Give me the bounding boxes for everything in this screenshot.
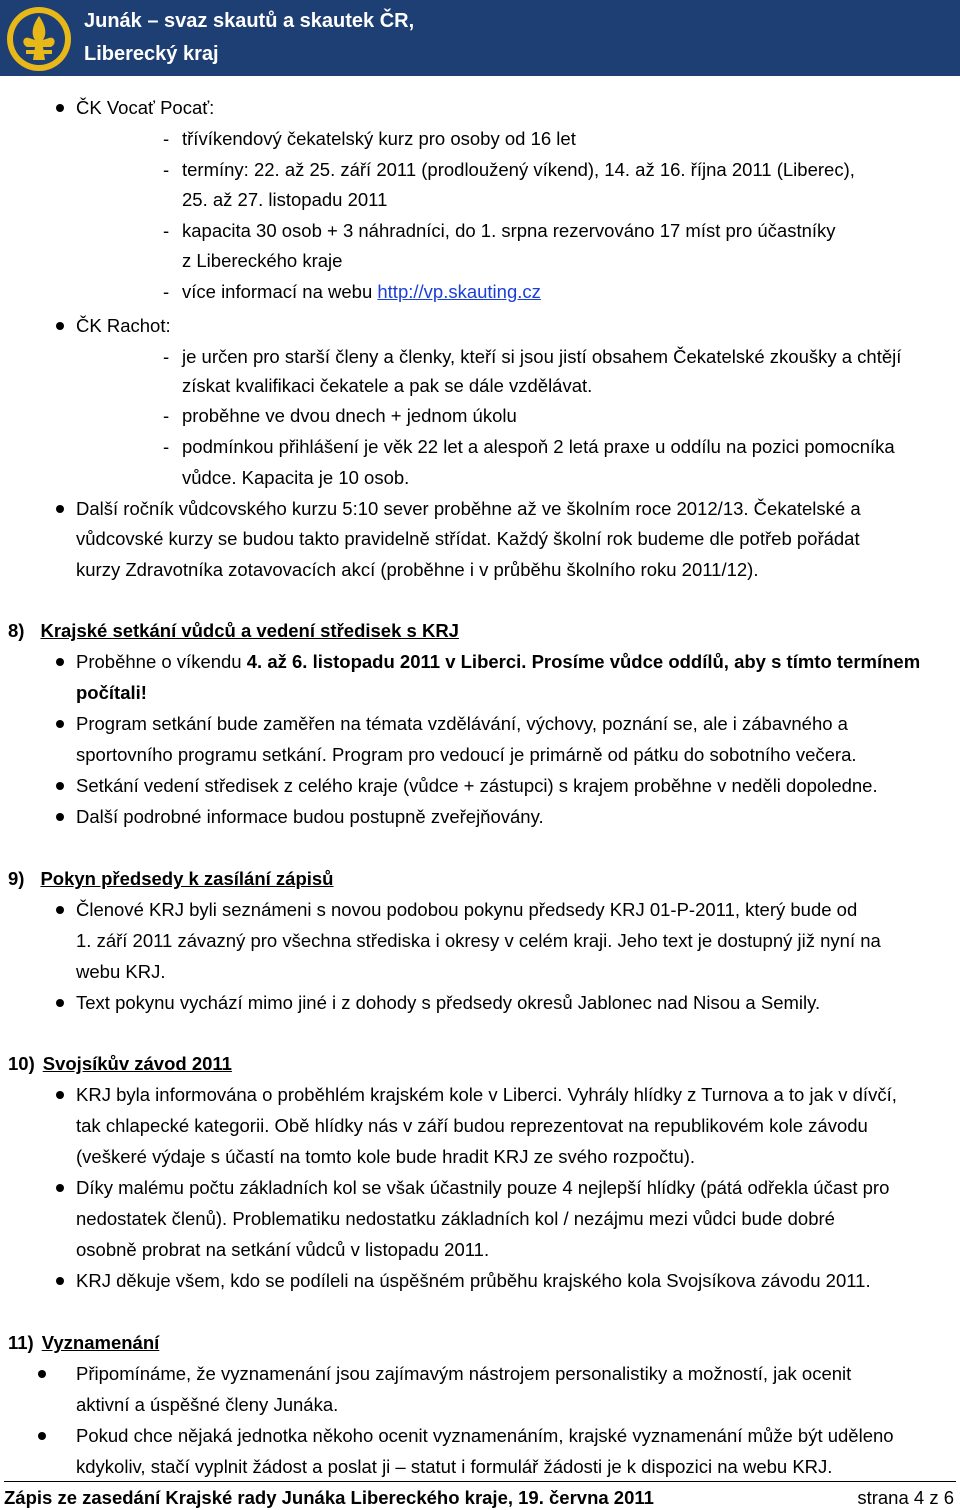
list-item-cont: vůdce. Kapacita je 10 osob. [182, 467, 410, 488]
paragraph-line: (veškeré výdaje s účastí na tomto kole bude hradit KRJ ze svého rozpočtu). [76, 1146, 696, 1167]
bullet-dot [56, 322, 64, 330]
section-10-heading [8, 1052, 232, 1076]
bullet-dot [56, 999, 64, 1007]
text-bold: 4. až 6. listopadu 2011 v Liberci. Prosíme vůdce oddílů, aby s tímto termínem [246, 651, 921, 672]
vp-skauting-link[interactable]: http://vp.skauting.cz [377, 281, 541, 302]
section-title: Svojsíkův závod 2011 [42, 1053, 232, 1074]
dash: - [163, 281, 170, 302]
section-8-heading [8, 619, 459, 643]
dash: - [163, 220, 170, 241]
page-number: strana 4 z 6 [857, 1487, 954, 1508]
paragraph-line: aktivní a úspěšné členy Junáka. [76, 1394, 339, 1415]
paragraph-line: osobně probrat na setkání vůdců v listopadu 2011. [76, 1239, 490, 1260]
header-title-line1: Junák – svaz skautů a skautek ČR, [84, 10, 415, 32]
ck-rachot-title: ČK Rachot: [76, 315, 171, 336]
dash: - [163, 405, 170, 426]
list-item [182, 280, 541, 304]
paragraph-line: sportovního programu setkání. Program pro vedoucí je primárně od pátku do sobotního večera. [76, 744, 857, 765]
bullet-dot [38, 1370, 46, 1378]
bullet-dot [56, 505, 64, 513]
paragraph-line: Setkání vedení středisek z celého kraje (vůdce + zástupci) s krajem proběhne v neděli dopoledne. [76, 775, 878, 796]
more-info-label: více informací na webu [182, 281, 378, 302]
paragraph-line [76, 650, 920, 674]
paragraph-line: Pokud chce nějaká jednotka někoho ocenit vyznamenáním, krajské vyznamenání může být uděleno [76, 1425, 894, 1446]
page-header [0, 0, 960, 76]
bullet-dot [56, 906, 64, 914]
bullet-dot [56, 1184, 64, 1192]
list-item-cont: 25. až 27. listopadu 2011 [182, 189, 388, 210]
paragraph-line: webu KRJ. [76, 961, 166, 982]
section-title: Vyznamenání [41, 1332, 160, 1353]
scout-lily-logo [4, 6, 74, 72]
section-9-heading [8, 867, 333, 891]
paragraph-line: Text pokynu vychází mimo jiné i z dohody s předsedy okresů Jablonec nad Nisou a Semily. [76, 992, 821, 1013]
paragraph-line: 1. září 2011 závazný pro všechna střediska i okresy v celém kraji. Jeho text je dostupný již nyní na [76, 930, 881, 951]
bullet-dot [56, 813, 64, 821]
dash: - [163, 436, 170, 457]
list-item: je určen pro starší členy a členky, kteří si jsou jistí obsahem Čekatelské zkoušky a chtějí [182, 346, 902, 367]
paragraph-line: tak chlapecké kategorii. Obě hlídky nás v září budou reprezentovat na republikovém kole závodu [76, 1115, 868, 1136]
list-item: podmínkou přihlášení je věk 22 let a alespoň 2 letá praxe u oddílu na pozici pomocníka [182, 436, 895, 457]
bullet-dot [56, 104, 64, 112]
paragraph-line: Další ročník vůdcovského kurzu 5:10 sever proběhne až ve školním roce 2012/13. Čekatelské a [76, 498, 861, 519]
ck-vocat-title: ČK Vocať Pocať: [76, 97, 215, 118]
paragraph-line: Díky malému počtu základních kol se však účastnily pouze 4 nejlepší hlídky (pátá odřekla účast pro [76, 1177, 890, 1198]
paragraph-line: kurzy Zdravotníka zotavovacích akcí (proběhne i v průběhu školního roku 2011/12). [76, 559, 759, 580]
paragraph-line: Další podrobné informace budou postupně zveřejňovány. [76, 806, 544, 827]
paragraph-line [76, 681, 147, 705]
text-bold: počítali! [76, 682, 147, 703]
paragraph-line: vůdcovské kurzy se budou takto pravidelně střídat. Každý školní rok budeme dle potřeb pořádat [76, 528, 860, 549]
section-title: Krajské setkání vůdců a vedení středisek s KRJ [40, 620, 459, 641]
header-title-line2: Liberecký kraj [84, 43, 219, 65]
section-title: Pokyn předsedy k zasílání zápisů [40, 868, 334, 889]
section-number: 10) [8, 1053, 35, 1074]
dash: - [163, 346, 170, 367]
section-11-heading [8, 1331, 159, 1355]
footer-rule [4, 1481, 956, 1482]
paragraph-line: nedostatek členů). Problematiku nedostatku základních kol / nezájmu mezi vůdci bude dobré [76, 1208, 835, 1229]
bullet-dot [56, 1091, 64, 1099]
bullet-dot [56, 782, 64, 790]
section-number: 9) [8, 868, 25, 889]
text: Proběhne o víkendu [76, 651, 247, 672]
bullet-dot [56, 720, 64, 728]
list-item-cont: z Libereckého kraje [182, 250, 343, 271]
list-item: kapacita 30 osob + 3 náhradníci, do 1. srpna rezervováno 17 míst pro účastníky [182, 220, 836, 241]
bullet-dot [56, 1277, 64, 1285]
list-item: termíny: 22. až 25. září 2011 (prodloužený víkend), 14. až 16. října 2011 (Liberec), [182, 159, 855, 180]
paragraph-line: Program setkání bude zaměřen na témata vzdělávání, výchovy, poznání se, ale i zábavného a [76, 713, 848, 734]
dash: - [163, 128, 170, 149]
bullet-dot [38, 1432, 46, 1440]
dash: - [163, 159, 170, 180]
bullet-dot [56, 658, 64, 666]
paragraph-line: kdykoliv, stačí vyplnit žádost a poslat ji – statut i formulář žádosti je k dispozici na webu KRJ. [76, 1456, 833, 1477]
paragraph-line: Členové KRJ byli seznámeni s novou podobou pokynu předsedy KRJ 01-P-2011, který bude od [76, 899, 858, 920]
paragraph-line: Připomínáme, že vyznamenání jsou zajímavým nástrojem personalistiky a možností, jak ocenit [76, 1363, 852, 1384]
section-number: 11) [8, 1332, 34, 1353]
paragraph-line: KRJ byla informována o proběhlém krajském kole v Liberci. Vyhrály hlídky z Turnova a to jak v dívčí, [76, 1084, 897, 1105]
section-number: 8) [8, 620, 25, 641]
list-item-cont: získat kvalifikaci čekatele a pak se dále vzdělávat. [182, 375, 593, 396]
list-item: proběhne ve dvou dnech + jednom úkolu [182, 405, 517, 426]
paragraph-line: KRJ děkuje všem, kdo se podíleli na úspěšném průběhu krajského kola Svojsíkova závodu 2011. [76, 1270, 871, 1291]
list-item: třívíkendový čekatelský kurz pro osoby od 16 let [182, 128, 576, 149]
footer-title: Zápis ze zasedání Krajské rady Junáka Libereckého kraje, 19. června 2011 [4, 1487, 654, 1508]
